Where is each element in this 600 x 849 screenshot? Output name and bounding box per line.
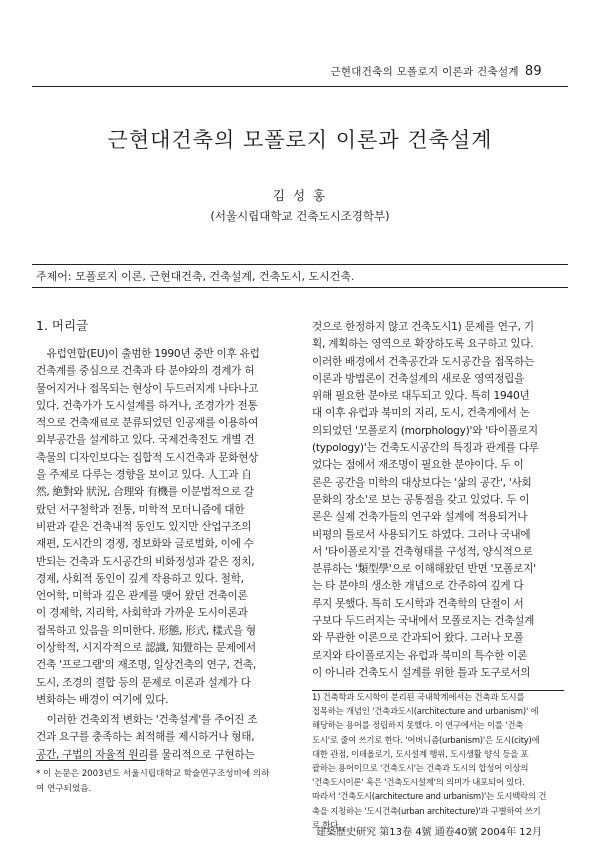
- text-line: 괄하는 용어이므로 '건축도시'는 건축과 도시의 합성어 이상의: [312, 763, 529, 774]
- text-line: 도시'로 줄여 쓰기로 한다. '어버니즘(urbanism)'은 도시(city)에: [312, 734, 540, 745]
- text-line: 공간, 구법의 자율적 원리를 물리적으로 구현하는: [36, 748, 255, 761]
- funding-footnote: [36, 767, 292, 797]
- text-line: 건축계를 중심으로 건축과 타 분야와의 경계가 허: [36, 365, 255, 378]
- text-line: 반되는 건축과 도시공간의 비화정성과 같은 정치,: [36, 555, 255, 568]
- text-line: 언어학, 미학과 깊은 관계를 맺어 왔던 건축이론: [36, 590, 248, 603]
- paper-title: 근현대건축의 모폴로지 이론과 건축설계: [107, 128, 493, 152]
- text-line: 있다. 건축가가 도시설계를 하거나, 조경가가 전통: [36, 399, 258, 412]
- text-line: 물어지거나 접목되는 현상이 두드러지게 나타나고: [36, 382, 259, 395]
- text-line: 대한 관점, 이데올로기, 도시설계 행위, 도시생활 양식 등을 포: [312, 748, 529, 759]
- text-line: 이상학적, 시지각적으로 認識, 知覺하는 문제에서: [36, 642, 256, 655]
- left-column-paragraph-2: [36, 712, 292, 764]
- text-line: 는 타 분야의 생소한 개념으로 간주하여 깊게 다: [312, 580, 524, 593]
- text-line: 랐던 서구철학과 전통, 미학적 모더니즘에 대한: [36, 503, 245, 516]
- text-line: 적으로 건축재료로 분류되었던 인공재를 이용하여: [36, 417, 259, 430]
- text-line: (typology)'는 건축도시공간의 특징과 관계를 다루: [312, 442, 539, 455]
- running-head-title: 근현대건축의 모폴로지 이론과 건축설계: [330, 66, 519, 78]
- text-line: 의되었던 '모폴로지 (morphology)'와 '타이폴로지: [312, 424, 538, 437]
- journal-footer: 建築歷史研究 第13卷 4號 通卷40號 2004年 12月: [316, 827, 542, 838]
- text-line: 획, 계획하는 영역으로 확장하도록 요구하고 있다.: [312, 338, 534, 351]
- text-line: 로지와 타이폴로지는 유럽과 북미의 특수한 이론: [312, 649, 528, 662]
- text-line: 여 연구되었음.: [36, 784, 92, 794]
- text-line: 변화하는 배경이 여기에 있다.: [36, 693, 169, 706]
- text-line: 것으로 한정하지 않고 건축도시1) 문제를 연구, 기: [312, 321, 534, 333]
- text-line: 와 무관한 이론으로 간과되어 왔다. 그러나 모폴: [312, 632, 524, 645]
- text-line: 었다는 점에서 재조명이 필요한 분야이다. 두 이: [312, 459, 524, 472]
- keywords-rule-top: [32, 264, 568, 265]
- text-line: 축물의 디자인보다는 집합적 도시건축과 문화현상: [36, 451, 259, 464]
- text-line: 을 주제로 다루는 경향을 보이고 있다. 人工과 自: [36, 469, 252, 482]
- text-line: 이론과 방법론이 건축설계의 새로운 영역정립을: [312, 372, 525, 385]
- page-number: 89: [524, 64, 542, 79]
- text-line: 따라서 '건축도시(architecture and urbanism)'는 도시백락의 건: [312, 791, 547, 802]
- text-line: 비판과 같은 건축내적 동인도 있지만 산업구조의: [36, 520, 252, 533]
- header-rule: [32, 86, 568, 87]
- text-line: 건축 '프로그램'의 재조명, 일상건축의 연구, 건축,: [36, 659, 256, 672]
- text-line: 재편, 도시간의 경쟁, 정보화와 글로벌화, 이에 수: [36, 538, 254, 551]
- text-line: 이 아니라 건축도시 설계를 위한 틀과 도구로서의: [312, 666, 531, 679]
- text-line: 경제, 사회적 동인이 깊게 작용하고 있다. 철학,: [36, 572, 244, 585]
- text-line: 로 한다.: [312, 819, 341, 830]
- text-line: 이 경제학, 지리학, 사회학과 가까운 도시이론과: [36, 607, 248, 620]
- text-line: 접목하고 있음을 의미한다. 形態, 形式, 樣式을 형: [36, 624, 256, 637]
- section-heading: 1. 머리글: [36, 318, 89, 333]
- text-line: 이러한 배경에서 건축공간과 도시공간을 접목하는: [312, 355, 535, 368]
- author-affiliation: (서울시립대학교 건축도시조경학부): [210, 209, 390, 223]
- left-column-body: [36, 346, 292, 709]
- text-line: 대 이후 유럽과 북미의 지리, 도시, 건축계에서 논: [312, 407, 530, 420]
- text-line: 축을 지칭하는 '도시건축(urban architecture)'과 구별하여 쓰기: [312, 805, 541, 816]
- text-line: 접목하는 개념인 '건축과도시(architecture and urbanism)' 에: [312, 706, 539, 717]
- author-name: 김 성 홍: [272, 188, 328, 203]
- text-line: 비평의 틀로서 사용되기도 하였다. 그러나 국내에: [312, 528, 531, 541]
- text-line: 1) 건축학과 도시학이 분리된 국내학계에서는 건축과 도시를: [312, 692, 525, 702]
- text-line: 해당하는 용어를 정립하지 못했다. 이 연구에서는 이를 '건축: [312, 720, 524, 731]
- text-line: 서 '타이폴로지'를 건축형태를 구성적, 양식적으로: [312, 545, 533, 558]
- text-line: 건과 요구를 충족하는 최적해를 제시하거나 형태,: [36, 731, 255, 744]
- text-line: 구보다 두드러지는 국내에서 모폴로지는 건축설계: [312, 615, 535, 628]
- text-line: 유럽연합(EU)이 출범한 1990년 중반 이후 유럽: [46, 348, 260, 360]
- running-head: [330, 64, 542, 79]
- footnote-1: [312, 690, 564, 832]
- text-line: 이러한 건축외적 변화는 '건축설계'를 주어진 조: [46, 714, 258, 726]
- right-column-body: [312, 319, 564, 682]
- text-line: 위해 필요한 분야로 대두되고 있다. 특히 1940년: [312, 390, 530, 403]
- footnote-rule-left: [36, 760, 146, 761]
- keywords: 주제어: 모폴로지 이론, 근현대건축, 건축설계, 건축도시, 도시건축.: [36, 270, 355, 283]
- text-line: 문화의 장소'로 보는 공통점을 갖고 있었다. 두 이: [312, 493, 530, 506]
- text-line: * 이 논문은 2003년도 서울시립대학교 학술연구조성비에 의하: [36, 769, 270, 779]
- keywords-rule-bottom: [32, 287, 568, 288]
- text-line: 루지 못했다. 특히 도시학과 건축학의 단절이 서: [312, 597, 524, 610]
- text-line: 然, 絶對와 狀況, 合理와 有機를 이분법적으로 갈: [36, 486, 254, 499]
- text-line: '건축도시이론' 혹은 '건축도시설계'의 의미가 내포되어 있다.: [312, 777, 525, 788]
- text-line: 도시, 조경의 결합 등의 문제로 이론과 설계가 다: [36, 676, 251, 689]
- text-line: 분류하는 '類型學'으로 이해해왔던 반면 '모폴로지': [312, 563, 536, 576]
- text-line: 외부공간을 설계하고 있다. 국제건축전도 개별 건: [36, 434, 255, 447]
- text-line: 론은 공간을 미학의 대상보다는 '삶의 공간', '사회: [312, 476, 532, 489]
- text-line: 론은 실제 건축가들의 연구와 설계에 적용되거나: [312, 511, 528, 524]
